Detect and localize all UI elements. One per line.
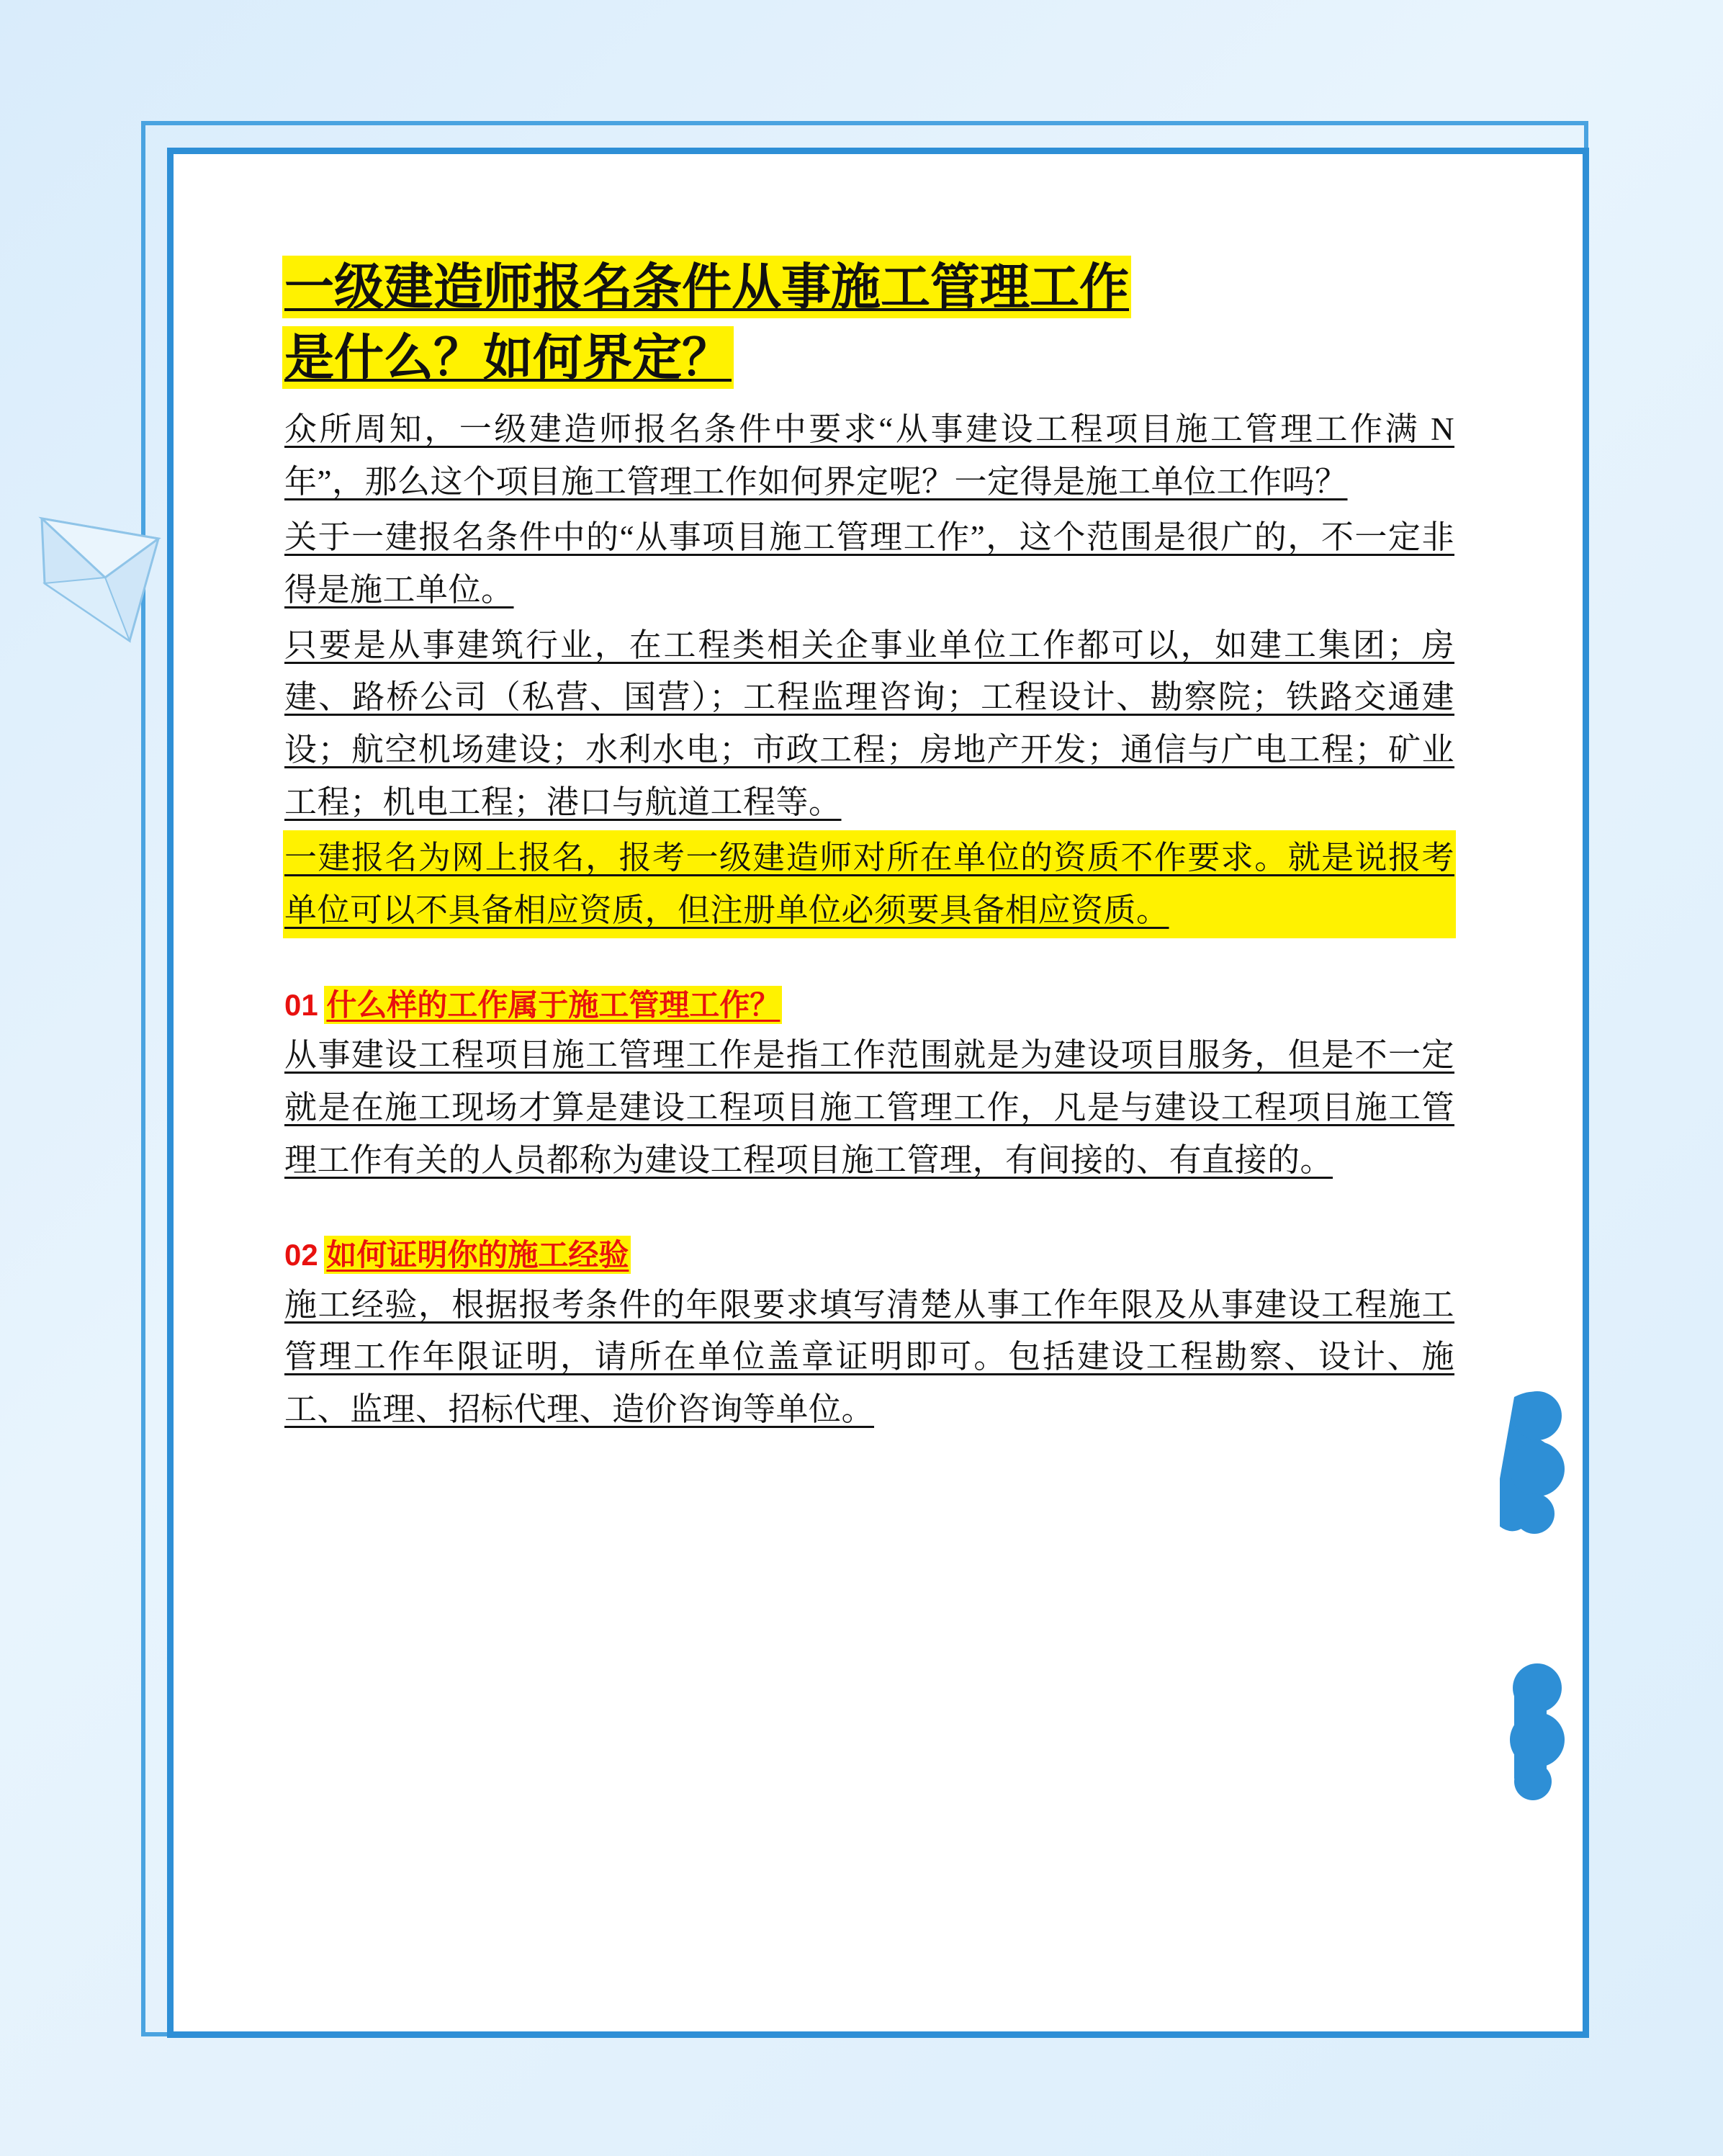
section-number-02: 02	[284, 1237, 318, 1272]
section-body-02: 施工经验，根据报考条件的年限要求填写清楚从事工作年限及从事建设工程施工管理工作年限证明，请所在单位盖章证明即可。包括建设工程勘察、设计、施工、监理、招标代理、造价咨询等单位。	[284, 1286, 1454, 1428]
puzzle-piece-icon	[1500, 1383, 1608, 1537]
ribbon-decoration	[36, 497, 180, 706]
page-title-line-2: 是什么？如何界定？	[284, 329, 732, 385]
document-content	[284, 252, 1454, 1439]
intro-paragraph: 众所周知，一级建造师报名条件中要求“从事建设工程项目施工管理工作满 N 年”，那么这个项目施工管理工作如何界定呢？一定得是施工单位工作吗？	[284, 410, 1454, 500]
red-note-paragraph: 关于一建报名条件中的“从事项目施工管理工作”，这个范围是很广的，不一定非得是施工单位。	[284, 518, 1454, 608]
section-number-01: 01	[284, 987, 318, 1022]
spacer	[284, 940, 1454, 982]
section-heading-01	[284, 982, 1454, 1025]
section-title-01: 什么样的工作属于施工管理工作？	[326, 987, 780, 1022]
highlight-paragraph: 一建报名为网上报名，报考一级建造师对所在单位的资质不作要求。就是说报考单位可以不具备相应资质，但注册单位必须要具备相应资质。	[284, 832, 1454, 937]
section-heading-02	[284, 1231, 1454, 1275]
scope-paragraph: 只要是从事建筑行业，在工程类相关企事业单位工作都可以，如建工集团；房建、路桥公司（私营、国营）；工程监理咨询；工程设计、勘察院；铁路交通建设；航空机场建设；水利水电；市政工程；房地产开发；通信与广电工程；矿业工程；机电工程；港口与航道工程等。	[284, 626, 1454, 821]
page-title-line-1: 一级建造师报名条件从事施工管理工作	[284, 259, 1129, 315]
section-title-02: 如何证明你的施工经验	[326, 1237, 629, 1272]
page-title	[284, 252, 1454, 393]
puzzle-piece-icon-secondary	[1500, 1656, 1608, 1804]
spacer-2	[284, 1190, 1454, 1231]
section-body-01: 从事建设工程项目施工管理工作是指工作范围就是为建设项目服务，但是不一定就是在施工现场才算是建设工程项目施工管理工作，凡是与建设工程项目施工管理工作有关的人员都称为建设工程项目施工管理，有间接的、有直接的。	[284, 1036, 1454, 1178]
